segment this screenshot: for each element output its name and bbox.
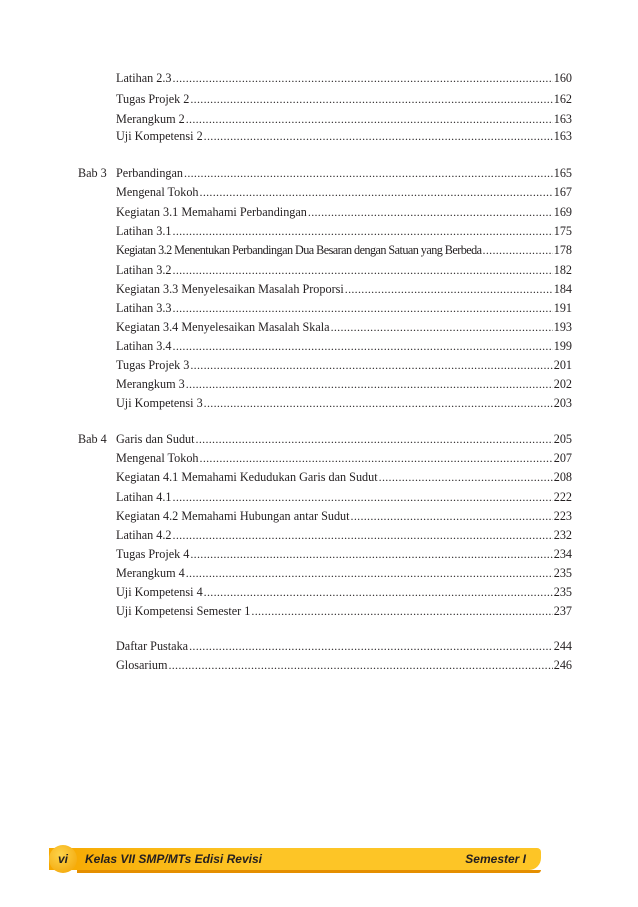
toc-page-number: 234 [553, 547, 572, 561]
toc-leader-dots [190, 545, 552, 563]
toc-row[interactable] [0, 375, 638, 393]
toc-entry [116, 430, 572, 448]
toc-page-number: 184 [553, 282, 572, 296]
toc-row[interactable] [0, 280, 638, 298]
toc-entry-title: Kegiatan 3.3 Menyelesaikan Masalah Proporsi [116, 282, 344, 296]
toc-entry-title: Latihan 3.4 [116, 339, 172, 353]
toc-leader-dots [483, 241, 553, 259]
toc-leader-dots [196, 430, 553, 448]
toc-page-number: 182 [553, 263, 572, 277]
toc-entry-title: Kegiatan 4.1 Memahami Kedudukan Garis dan Sudut [116, 470, 378, 484]
toc-leader-dots [189, 637, 553, 655]
toc-row[interactable] [0, 164, 638, 182]
toc-row[interactable] [0, 299, 638, 317]
toc-page-number: 232 [553, 528, 572, 542]
toc-row[interactable] [0, 583, 638, 601]
toc-page-number: 191 [553, 301, 572, 315]
toc-entry-title: Merangkum 2 [116, 112, 185, 126]
toc-leader-dots [204, 127, 553, 145]
toc-entry-title: Kegiatan 3.1 Memahami Perbandingan [116, 205, 307, 219]
toc-leader-dots [200, 183, 553, 201]
toc-page-number: 203 [553, 396, 572, 410]
toc-leader-dots [331, 318, 553, 336]
toc-leader-dots [173, 299, 553, 317]
toc-entry [116, 394, 572, 412]
toc-entry [116, 299, 572, 317]
toc-leader-dots [173, 337, 553, 355]
toc-entry-title: Uji Kompetensi Semester 1 [116, 604, 251, 618]
toc-entry-title: Tugas Projek 3 [116, 358, 190, 372]
toc-row[interactable] [0, 430, 638, 448]
toc-page-number: 208 [553, 470, 572, 484]
toc-row[interactable] [0, 602, 638, 620]
toc-page-number: 235 [553, 585, 572, 599]
toc-page-number: 235 [553, 566, 572, 580]
toc-leader-dots [173, 261, 553, 279]
toc-page-number: 223 [553, 509, 572, 523]
toc-entry-title: Latihan 3.2 [116, 263, 172, 277]
toc-entry [116, 127, 572, 145]
toc-entry-title: Mengenal Tokoh [116, 185, 199, 199]
toc-entry [116, 602, 572, 620]
toc-entry [116, 449, 572, 467]
toc-entry [116, 164, 572, 182]
toc-row[interactable] [0, 637, 638, 655]
toc-row[interactable] [0, 127, 638, 145]
toc-page-number: 237 [553, 604, 572, 618]
toc-row[interactable] [0, 318, 638, 336]
toc-leader-dots [351, 507, 553, 525]
toc-leader-dots [379, 468, 553, 486]
toc-leader-dots [173, 488, 553, 506]
toc-row[interactable] [0, 203, 638, 221]
toc-page-number: 178 [553, 243, 572, 257]
toc-entry [116, 90, 572, 108]
toc-row[interactable] [0, 183, 638, 201]
toc-page-number: 193 [553, 320, 572, 334]
toc-entry-title: Daftar Pustaka [116, 639, 189, 653]
toc-leader-dots [186, 110, 553, 128]
toc-entry-title: Uji Kompetensi 3 [116, 396, 203, 410]
toc-row[interactable] [0, 526, 638, 544]
toc-page-number: 165 [553, 166, 572, 180]
toc-leader-dots [200, 449, 553, 467]
toc-row[interactable] [0, 261, 638, 279]
toc-entry [116, 222, 572, 240]
toc-row[interactable] [0, 394, 638, 412]
toc-entry [116, 468, 572, 486]
toc-entry-title: Latihan 2.3 [116, 71, 172, 85]
toc-entry [116, 507, 572, 525]
toc-leader-dots [186, 375, 553, 393]
toc-entry [116, 375, 572, 393]
toc-leader-dots [184, 164, 553, 182]
toc-row[interactable] [0, 110, 638, 128]
toc-entry-title: Tugas Projek 2 [116, 92, 190, 106]
toc-row[interactable] [0, 507, 638, 525]
footer-semester: Semester I [465, 852, 526, 866]
toc-entry-title: Latihan 4.1 [116, 490, 172, 504]
toc-leader-dots [251, 602, 552, 620]
toc-entry-title: Garis dan Sudut [116, 432, 195, 446]
toc-entry [116, 203, 572, 221]
toc-entry-title: Uji Kompetensi 4 [116, 585, 203, 599]
toc-entry-title: Merangkum 3 [116, 377, 185, 391]
toc-row[interactable] [0, 337, 638, 355]
toc-entry-title: Perbandingan [116, 166, 184, 180]
toc-page-number: 205 [553, 432, 572, 446]
toc-entry [116, 488, 572, 506]
toc-leader-dots [204, 583, 553, 601]
toc-entry [116, 545, 572, 563]
toc-leader-dots [190, 356, 552, 374]
toc-entry-title: Tugas Projek 4 [116, 547, 190, 561]
toc-entry-title: Kegiatan 3.4 Menyelesaikan Masalah Skala [116, 320, 330, 334]
toc-row[interactable] [0, 468, 638, 486]
toc-page-number: 201 [553, 358, 572, 372]
toc-leader-dots [308, 203, 553, 221]
toc-page-number: 163 [553, 112, 572, 126]
toc-page-number: 207 [553, 451, 572, 465]
toc-entry-title: Mengenal Tokoh [116, 451, 199, 465]
toc-page-number: 199 [553, 339, 572, 353]
toc-entry [116, 583, 572, 601]
toc-entry [116, 526, 572, 544]
toc-row[interactable] [0, 222, 638, 240]
toc-entry [116, 356, 572, 374]
toc-entry-title: Latihan 4.2 [116, 528, 172, 542]
toc-entry [116, 241, 572, 259]
toc-row[interactable] [0, 90, 638, 108]
toc-page-number: 169 [553, 205, 572, 219]
toc-row[interactable] [0, 449, 638, 467]
toc-leader-dots [173, 222, 553, 240]
toc-page-number: 163 [553, 129, 572, 143]
toc-leader-dots [190, 90, 552, 108]
toc-leader-dots [168, 656, 552, 674]
toc-entry-title: Merangkum 4 [116, 566, 185, 580]
toc-entry-title: Latihan 3.3 [116, 301, 172, 315]
page-number-badge [49, 845, 77, 873]
toc-page-number: 160 [553, 71, 572, 85]
toc-row[interactable] [0, 656, 638, 674]
toc-row[interactable] [0, 488, 638, 506]
toc-page-number: 162 [553, 92, 572, 106]
toc-page-number: 175 [553, 224, 572, 238]
toc-leader-dots [345, 280, 553, 298]
toc-entry [116, 183, 572, 201]
toc-chapter-label: Bab 3 [78, 166, 107, 180]
toc-entry-title: Kegiatan 3.2 Menentukan Perbandingan Dua Besaran dengan Satuan yang Berbeda [116, 243, 482, 257]
toc-entry [116, 564, 572, 582]
toc-page-number: 244 [553, 639, 572, 653]
toc-entry-title: Latihan 3.1 [116, 224, 172, 238]
page-number: vi [57, 852, 68, 866]
toc-entry [116, 637, 572, 655]
toc-leader-dots [204, 394, 553, 412]
toc-row[interactable] [0, 241, 638, 259]
footer-book-title: Kelas VII SMP/MTs Edisi Revisi [85, 852, 262, 866]
toc-leader-dots [173, 69, 553, 87]
toc-entry [116, 318, 572, 336]
toc-page-number: 222 [553, 490, 572, 504]
toc-entry-title: Uji Kompetensi 2 [116, 129, 203, 143]
toc-entry [116, 261, 572, 279]
toc-row[interactable] [0, 356, 638, 374]
toc-leader-dots [173, 526, 553, 544]
toc-page-number: 202 [553, 377, 572, 391]
toc-row[interactable] [0, 69, 638, 87]
toc-entry [116, 69, 572, 87]
toc-row[interactable] [0, 545, 638, 563]
toc-entry [116, 656, 572, 674]
toc-entry [116, 110, 572, 128]
toc-page-number: 246 [553, 658, 572, 672]
toc-entry-title: Glosarium [116, 658, 168, 672]
toc-page-number: 167 [553, 185, 572, 199]
toc-chapter-label: Bab 4 [78, 432, 107, 446]
toc-entry [116, 337, 572, 355]
toc-leader-dots [186, 564, 553, 582]
toc-entry-title: Kegiatan 4.2 Memahami Hubungan antar Sudut [116, 509, 350, 523]
toc-entry [116, 280, 572, 298]
toc-row[interactable] [0, 564, 638, 582]
